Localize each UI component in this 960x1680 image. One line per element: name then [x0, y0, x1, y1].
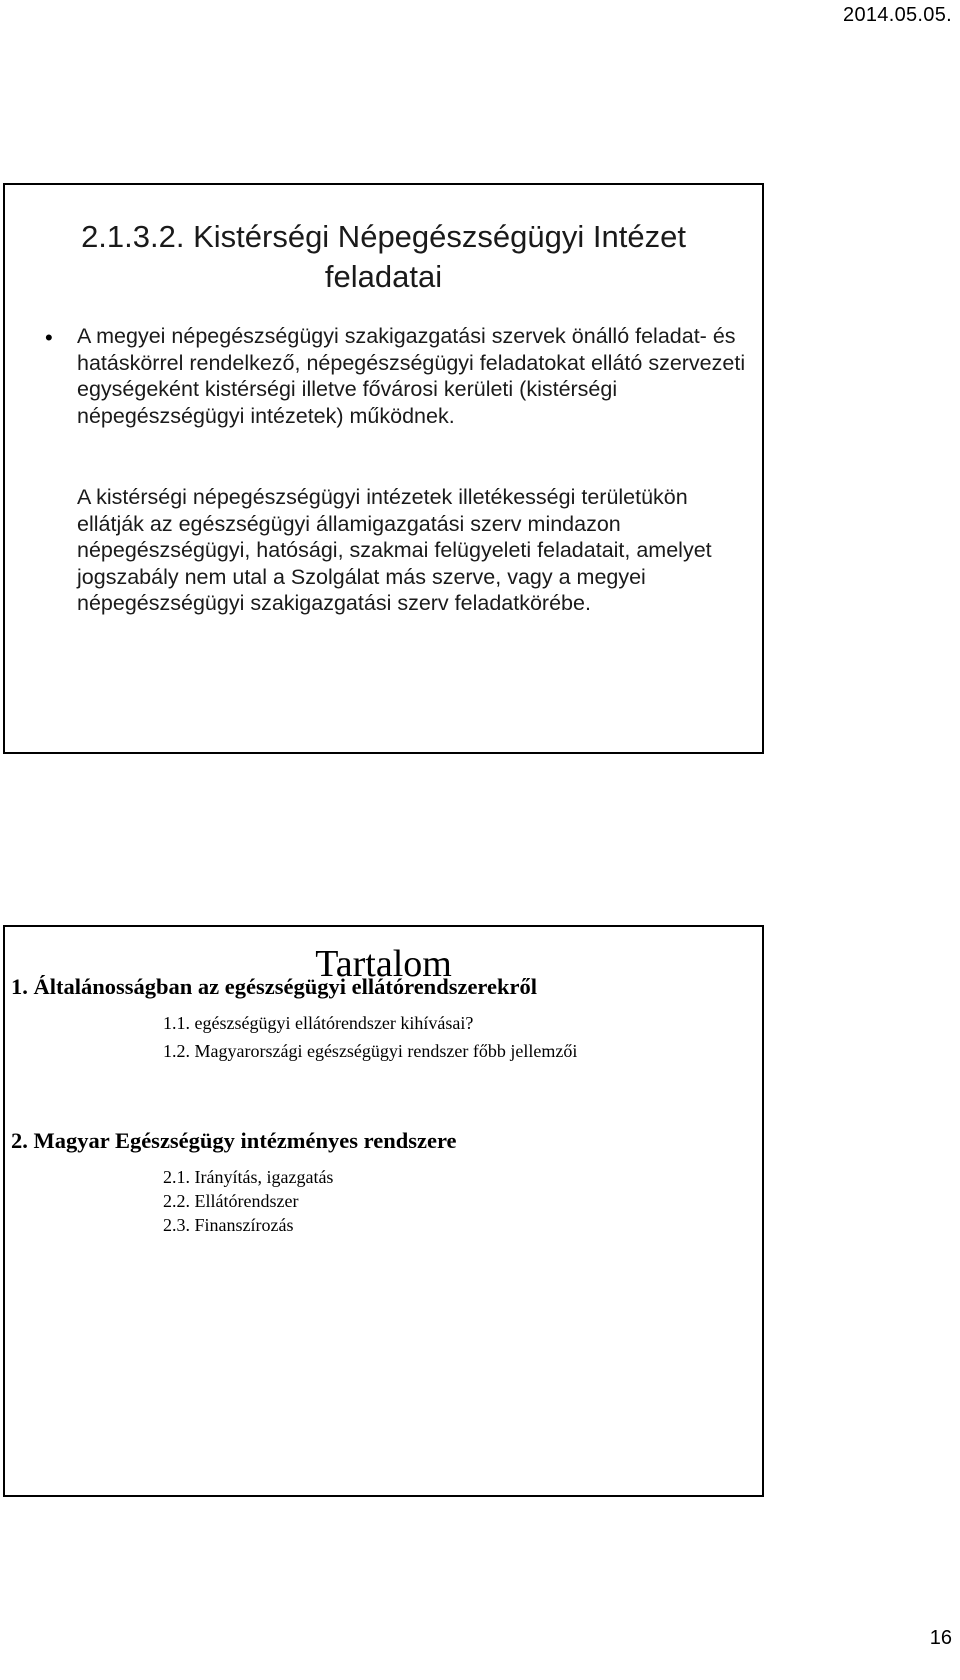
contents-title: Tartalom [315, 943, 452, 985]
contents-item-1-1: 1.1. egészségügyi ellátórendszer kihívásai? [163, 1013, 474, 1033]
contents-item-2-2: 2.2. Ellátórendszer [163, 1191, 299, 1211]
slide-title-line-2: feladatai [324, 259, 443, 294]
contents-heading-2: 2. Magyar Egészségügy intézményes rendszere [11, 1128, 457, 1153]
contents-item-1-2: 1.2. Magyarországi egészségügyi rendszer főbb jellemzői [163, 1041, 578, 1061]
paragraph-subregional-institutes: A kistérségi népegészségügyi intézetek illetékességi területükön ellátják az egészségügyi államigazgatási szerv mindazon népegészségügyi, hatósági, szakmai felügyeleti feladatait, amelyet jogszabály nem utal a Szolgálat más szerve, vagy a megyei népegészségügyi szakigazgatási szerv feladatkörébe. [77, 485, 712, 615]
slide-institute-tasks [3, 183, 764, 754]
paragraph-county-authorities: A megyei népegészségügyi szakigazgatási szervek önálló feladat- és hatáskörrel rendelkező, népegészségügyi feladatokat ellátó szervezeti egységeként kistérségi illetve fővárosi kerületi (kistérségi népegészségügyi intézetek) működnek. [77, 324, 746, 428]
bullet-marker: • [45, 325, 53, 350]
slide-title-line-1: 2.1.3.2. Kistérségi Népegészségügyi Intézet [81, 219, 686, 254]
contents-heading-1: 1. Általánosságban az egészségügyi ellátórendszerekről [11, 974, 538, 999]
slide-title [5, 217, 762, 297]
slide-contents [3, 925, 764, 1497]
contents-item-2-1: 2.1. Irányítás, igazgatás [163, 1167, 334, 1187]
page-number: 16 [929, 1627, 952, 1649]
contents-item-2-3: 2.3. Finanszírozás [163, 1215, 294, 1235]
header-date: 2014.05.05. [843, 4, 952, 26]
